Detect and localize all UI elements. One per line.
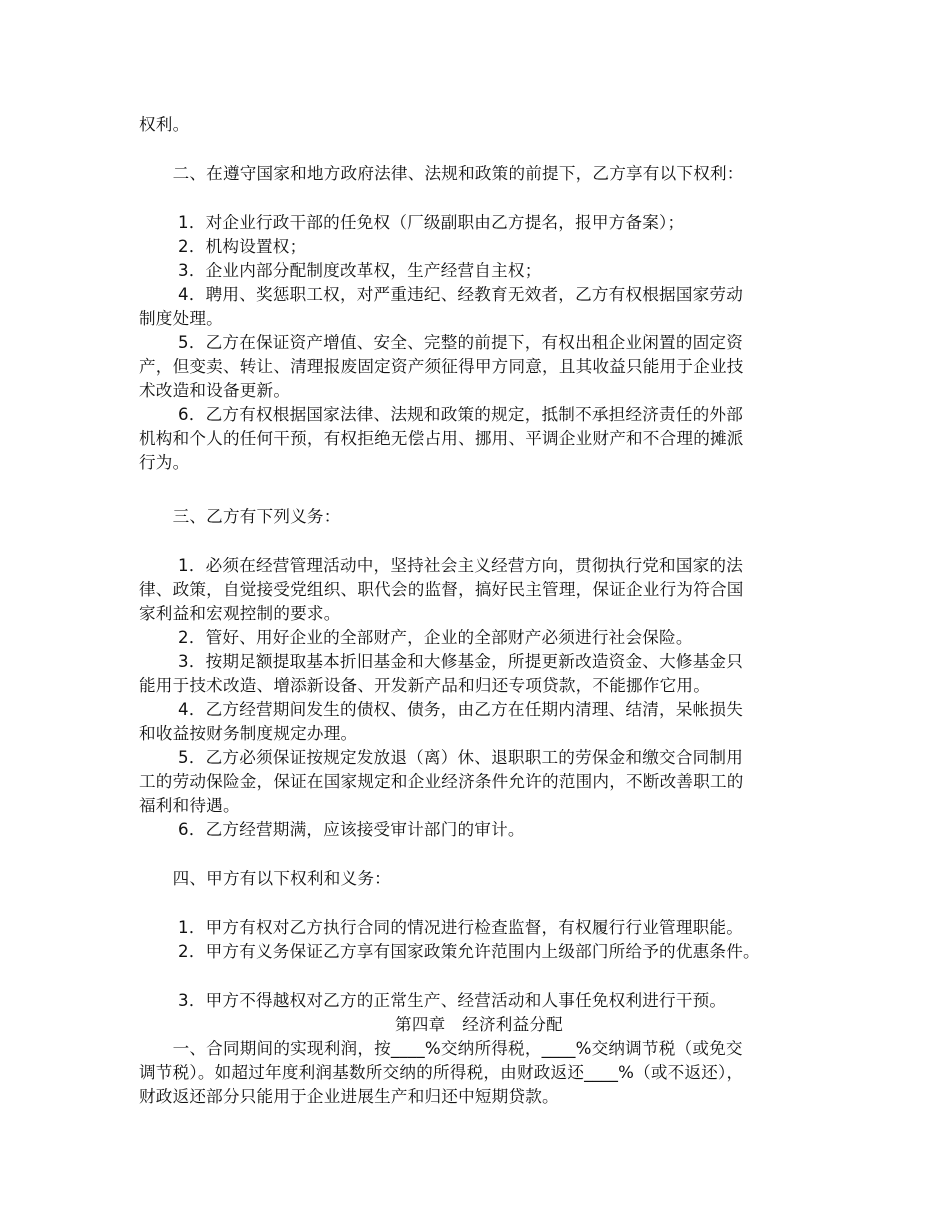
list-item: 2．管好、用好企业的全部财产，企业的全部财产必须进行社会保险。 xyxy=(139,628,693,647)
list-item: 4．乙方经营期间发生的债权、债务，由乙方在任期内清理、结清，呆帐损失 xyxy=(139,700,744,719)
text-line: 产，但变卖、转让、清理报废固定资产须征得甲方同意，且其收益只能用于企业技 xyxy=(139,357,744,376)
list-item: 3．甲方不得越权对乙方的正常生产、经营活动和人事任免权利进行干预。 xyxy=(139,991,727,1010)
section-heading: 一、合同期间的实现利润，按____%交纳所得税，____%交纳调节税（或免交 xyxy=(139,1039,743,1058)
text-line: 权利。 xyxy=(139,115,190,134)
text-line: 和收益按财务制度规定办理。 xyxy=(139,724,358,743)
section-heading: 二、在遵守国家和地方政府法律、法规和政策的前提下，乙方享有以下权利： xyxy=(139,164,744,183)
text-line: 行为。 xyxy=(139,453,190,472)
text-line: 能用于技术改造、增添新设备、开发新产品和归还专项贷款，不能挪作它用。 xyxy=(139,676,710,695)
list-item: 6．乙方有权根据国家法律、法规和政策的规定，抵制不承担经济责任的外部 xyxy=(139,405,744,424)
text-line: 工的劳动保险金，保证在国家规定和企业经济条件允许的范围内，不断改善职工的 xyxy=(139,772,744,791)
list-item: 3．企业内部分配制度改革权，生产经营自主权； xyxy=(139,261,542,280)
chapter-title: 第四章 经济利益分配 xyxy=(395,1015,563,1034)
text-line: 制度处理。 xyxy=(139,309,223,328)
list-item: 2．甲方有义务保证乙方享有国家政策允许范围内上级部门所给予的优惠条件。 xyxy=(139,942,760,961)
text-line: 福利和待遇。 xyxy=(139,796,240,815)
text-line: 调节税）。如超过年度利润基数所交纳的所得税，由财政返还____%（或不返还）， xyxy=(139,1063,744,1082)
section-heading: 四、甲方有以下权利和义务： xyxy=(139,869,391,888)
text-line: 机构和个人的任何干预，有权拒绝无偿占用、挪用、平调企业财产和不合理的摊派 xyxy=(139,429,744,448)
list-item: 1．必须在经营管理活动中，坚持社会主义经营方向，贯彻执行党和国家的法 xyxy=(139,556,744,575)
section-heading: 三、乙方有下列义务： xyxy=(139,507,341,526)
list-item: 1．甲方有权对乙方执行合同的情况进行检查监督，有权履行行业管理职能。 xyxy=(139,918,744,937)
list-item: 3．按期足额提取基本折旧基金和大修基金，所提更新改造资金、大修基金只 xyxy=(139,652,744,671)
text-line: 律、政策，自觉接受党组织、职代会的监督，搞好民主管理，保证企业行为符合国 xyxy=(139,580,744,599)
list-item: 2．机构设置权； xyxy=(139,237,307,256)
text-line: 术改造和设备更新。 xyxy=(139,381,291,400)
list-item: 1．对企业行政干部的任免权（厂级副职由乙方提名，报甲方备案）； xyxy=(139,213,685,232)
text-line: 家利益和宏观控制的要求。 xyxy=(139,604,341,623)
list-item: 6．乙方经营期满，应该接受审计部门的审计。 xyxy=(139,820,525,839)
list-item: 4．聘用、奖惩职工权，对严重违纪、经教育无效者，乙方有权根据国家劳动 xyxy=(139,285,744,304)
text-line: 财政返还部分只能用于企业进展生产和归还中短期贷款。 xyxy=(139,1087,559,1106)
list-item: 5．乙方必须保证按规定发放退（离）休、退职职工的劳保金和缴交合同制用 xyxy=(139,748,744,767)
list-item: 5．乙方在保证资产增值、安全、完整的前提下，有权出租企业闲置的固定资 xyxy=(139,333,744,352)
